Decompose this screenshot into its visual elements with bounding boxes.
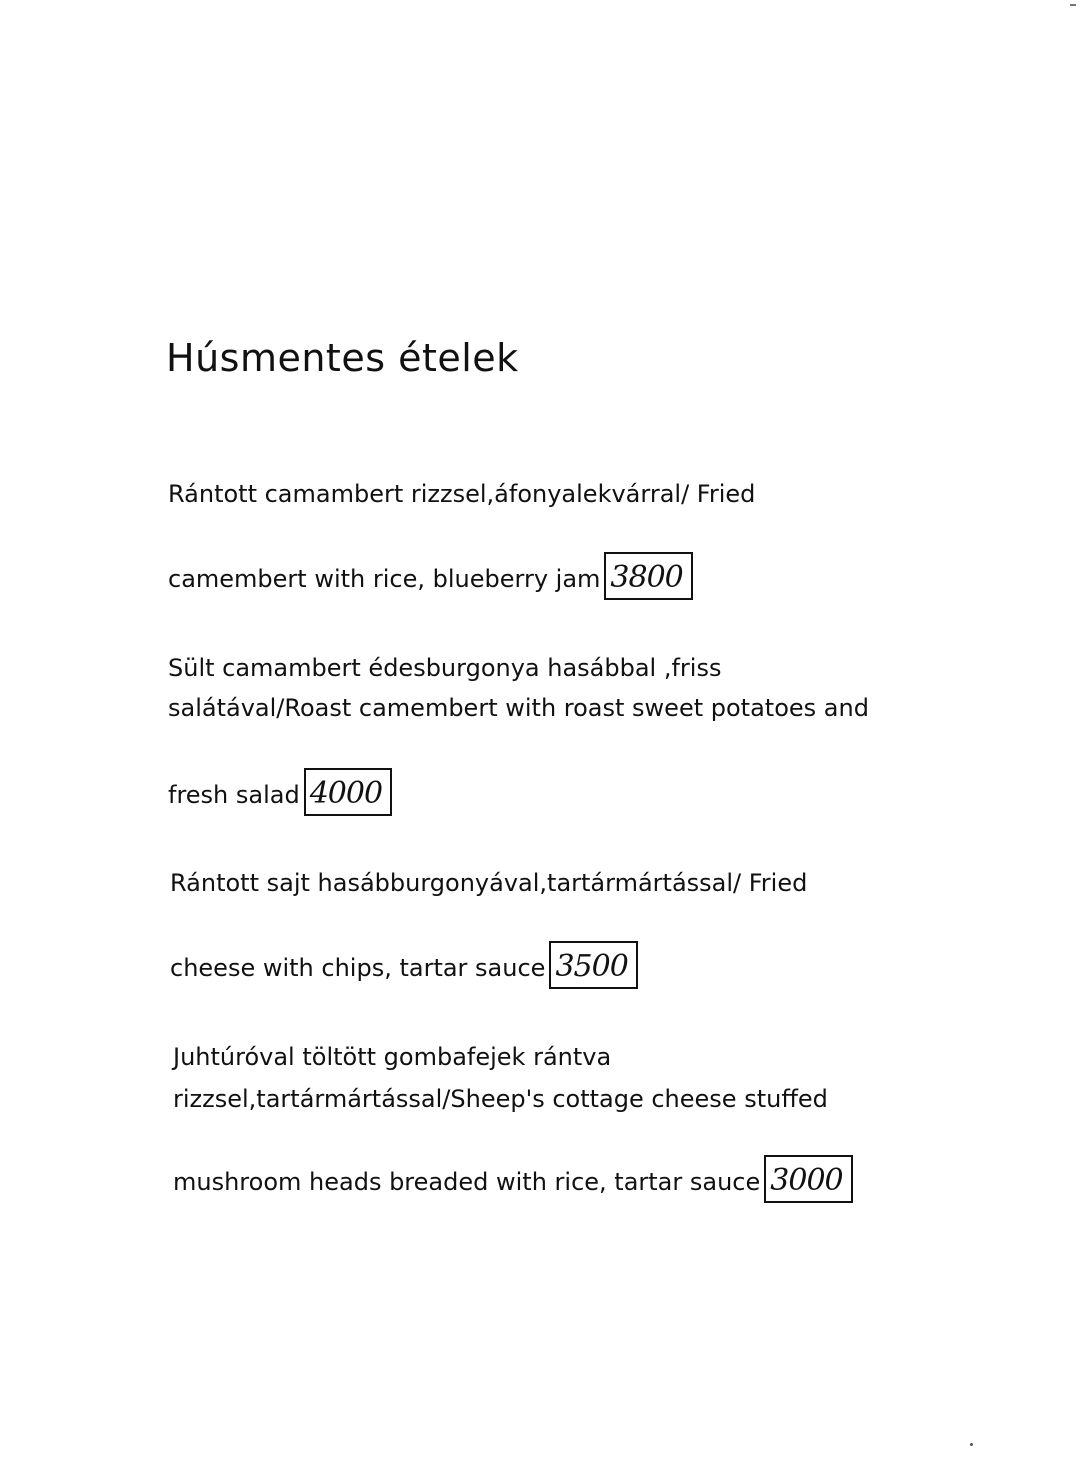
price-box: 3800 [604, 552, 692, 600]
price-box: 3000 [764, 1155, 852, 1203]
item-text: mushroom heads breaded with rice, tartar sauce [173, 1168, 761, 1197]
scan-edge-mark [1070, 4, 1076, 6]
scan-dust-dot [970, 1443, 973, 1446]
item-line: Juhtúróval töltött gombafejek rántva [173, 1043, 612, 1071]
item-line-last [173, 1149, 853, 1197]
item-line-last [168, 762, 392, 810]
item-line-last [170, 935, 638, 983]
item-line: salátával/Roast camembert with roast sweet potatoes and [168, 694, 869, 722]
item-line: Sült camambert édesburgonya hasábbal ,friss [168, 654, 722, 682]
item-text: cheese with chips, tartar sauce [170, 954, 546, 983]
item-line-last [168, 546, 693, 594]
item-text: fresh salad [168, 781, 300, 810]
page-title: Húsmentes ételek [166, 336, 519, 380]
item-text: camembert with rice, blueberry jam [168, 565, 601, 594]
price-box: 3500 [549, 941, 637, 989]
item-line: rizzsel,tartármártással/Sheep's cottage cheese stuffed [173, 1085, 828, 1113]
price-box: 4000 [304, 768, 392, 816]
item-line: Rántott sajt hasábburgonyával,tartármártással/ Fried [170, 869, 808, 897]
item-line: Rántott camambert rizzsel,áfonyalekvárral/ Fried [168, 480, 756, 508]
